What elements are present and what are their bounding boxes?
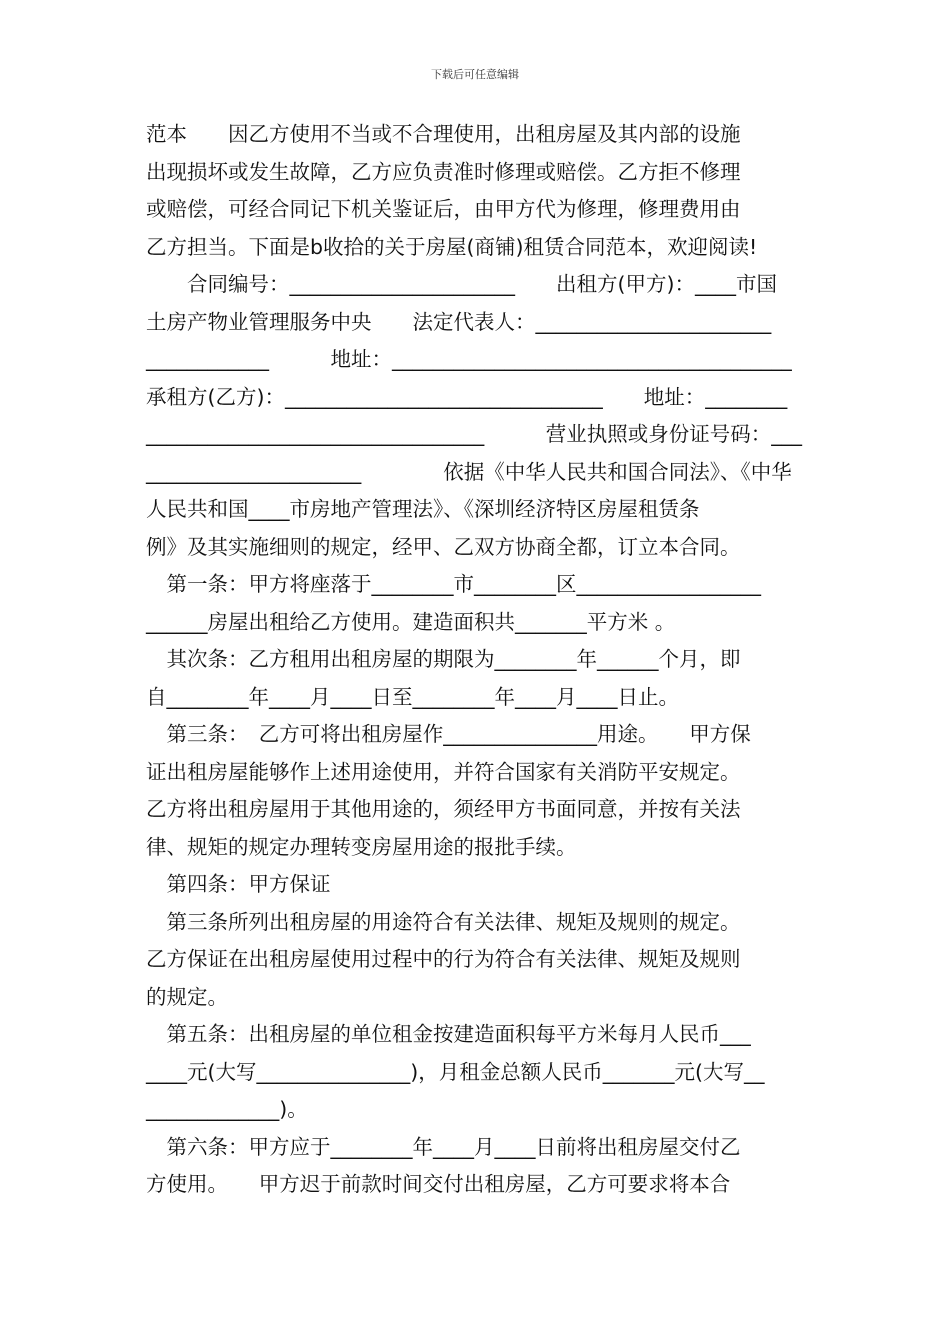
- text-line: 自________年____月____日至________年____月____日止。: [146, 684, 679, 709]
- text-line: 乙方将出租房屋用于其他用途的，须经甲方书面同意，并按有关法: [146, 797, 741, 821]
- document-body: [146, 116, 808, 1204]
- text-line: 方使用。 甲方迟于前款时间交付出租房屋，乙方可要求将本合: [146, 1172, 731, 1196]
- text-line: 人民共和国____市房地产管理法》、《深圳经济特区房屋租赁条: [146, 497, 700, 521]
- text-line: 承租方(乙方)：_______________________________ 地址：________: [146, 384, 788, 409]
- text-line: 例》及其实施细则的规定，经甲、乙双方协商全都，订立本合同。: [146, 534, 741, 559]
- text-line: 第四条：甲方保证: [146, 872, 331, 896]
- text-line: ______房屋出租给乙方使用。建造面积共_______平方米 。: [146, 609, 676, 634]
- text-line: 合同编号：______________________ 出租方(甲方)：____市国: [146, 272, 777, 296]
- text-line: 乙方保证在出租房屋使用过程中的行为符合有关法律、规矩及规则: [146, 947, 741, 971]
- text-line: 出现损坏或发生故障，乙方应负责准时修理或赔偿。乙方拒不修理: [146, 159, 741, 184]
- text-line: 第一条：甲方将座落于________市________区__________________: [146, 572, 761, 596]
- text-line: 其次条：乙方租用出租房屋的期限为________年______个月，即: [146, 647, 741, 671]
- text-line: 第三条所列出租房屋的用途符合有关法律、规矩及规则的规定。: [146, 909, 741, 934]
- text-line: _____________________ 依据《中华人民共和国合同法》、《中华: [146, 459, 792, 484]
- text-line: 第六条：甲方应于________年____月____日前将出租房屋交付乙: [146, 1134, 741, 1159]
- text-line: _____________)。: [146, 1097, 308, 1121]
- text-line: 乙方担当。下面是b收拾的关于房屋(商铺)租赁合同范本，欢迎阅读!: [146, 234, 758, 259]
- text-line: 的规定。: [146, 984, 228, 1009]
- text-line: 律、规矩的规定办理转变房屋用途的报批手续。: [146, 834, 577, 859]
- text-line: _________________________________ 营业执照或身份证号码：___: [146, 422, 802, 446]
- text-line: ____________ 地址：_______________________________________: [146, 347, 792, 371]
- text-line: 证出租房屋能够作上述用途使用，并符合国家有关消防平安规定。: [146, 759, 741, 784]
- text-line: ____元(大写_______________)，月租金总额人民币_______元(大写__: [146, 1059, 765, 1084]
- text-line: 或赔偿，可经合同记下机关鉴证后，由甲方代为修理，修理费用由: [146, 197, 741, 221]
- text-line: 第三条： 乙方可将出租房屋作_______________用途。 甲方保: [146, 722, 751, 746]
- text-line: 第五条：出租房屋的单位租金按建造面积每平方米每月人民币___: [146, 1022, 751, 1046]
- page-header: 下载后可任意编辑: [431, 68, 519, 81]
- text-line: 范本 因乙方使用不当或不合理使用，出租房屋及其内部的设施: [146, 122, 741, 146]
- text-line: 土房产物业管理服务中央 法定代表人：_______________________: [146, 309, 772, 334]
